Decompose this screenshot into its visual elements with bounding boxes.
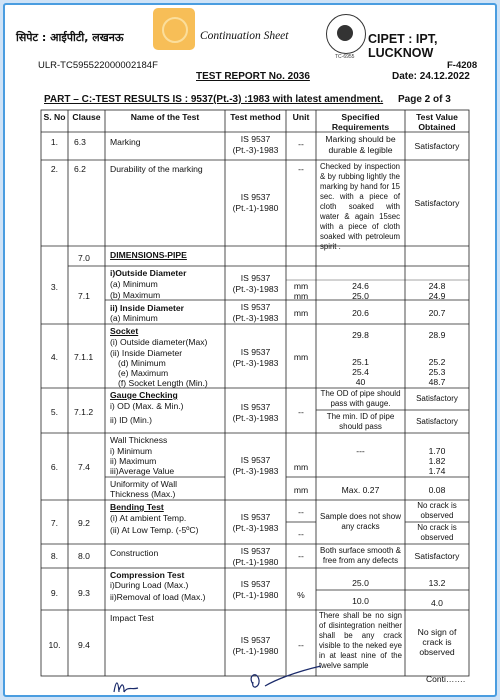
cell-sno: 3. — [50, 282, 59, 292]
cell-method-2: (Pt.-3)-1983 — [232, 284, 279, 294]
cell-unit: mm — [293, 291, 309, 301]
cell-unit: mm — [293, 308, 309, 318]
cell-method-1: IS 9537 — [240, 635, 271, 645]
cell-name: Impact Test — [110, 613, 154, 623]
cell-unit: mm — [293, 485, 309, 495]
gauge-title: Gauge Checking — [110, 390, 178, 400]
cell-spec: The min. ID of pipe should pass — [326, 412, 395, 431]
cell-value: 0.08 — [428, 485, 446, 495]
wall-line: iii)Average Value — [110, 466, 175, 476]
form-number: F-4208 — [447, 60, 478, 71]
bending-title: Bending Test — [110, 502, 164, 512]
cell-value: 25.2 — [428, 357, 446, 367]
socket-line: (f) Socket Length (Min.) — [118, 378, 208, 388]
col-header-unit: Unit — [292, 112, 310, 122]
socket-line: (i) Outside diameter(Max) — [110, 337, 208, 347]
cell-value: Satisfactory — [414, 198, 460, 208]
cell-value: No sign of crack is observed — [417, 627, 457, 657]
cell-value: Satisfactory — [414, 551, 460, 561]
cell-value: 48.7 — [428, 377, 446, 387]
cell-method-2: (Pt.-3)-1983 — [232, 466, 279, 476]
cell-method-1: IS 9537 — [240, 402, 271, 412]
wall-line: ii) Maximum — [110, 456, 157, 466]
cell-method-1: IS 9537 — [240, 455, 271, 465]
cell-method-1: IS 9537 — [240, 192, 271, 202]
cell-spec: 24.6 — [352, 281, 369, 291]
cell-method-2: (Pt.-1)-1980 — [232, 557, 279, 567]
cell-sno: 2. — [50, 164, 59, 174]
compression-title: Compression Test — [110, 570, 185, 580]
cell-value: 24.9 — [428, 291, 446, 301]
cell-spec: 25.0 — [352, 578, 369, 588]
cell-spec: Checked by inspection & by rubbing lightly the marking by hand for 15 sec. with a piece of cloth soaked with water & again 15sec with a piece of cloth soaked with petroleum spirit . — [320, 162, 400, 251]
cell-spec: 25.4 — [352, 367, 369, 377]
page-indicator: Page 2 of 3 — [398, 94, 451, 105]
cell-method-2: (Pt.-3)-1983 — [232, 145, 279, 155]
cell-unit: -- — [298, 139, 304, 149]
seal-code: TC-6955 — [335, 54, 355, 60]
id-min-label: (a) Minimum — [110, 313, 158, 323]
part-title: PART – C:-TEST RESULTS IS : 9537(Pt.-3) :1983 with latest amendment. — [44, 94, 384, 105]
od-min-label: (a) Minimum — [110, 279, 158, 289]
cell-unit: % — [297, 590, 305, 600]
cell-spec: --- — [356, 446, 365, 456]
compression-line: i)During Load (Max.) — [110, 580, 189, 590]
cell-clause: 9.4 — [78, 640, 90, 650]
report-date: Date: 24.12.2022 — [392, 71, 470, 82]
socket-title: Socket — [110, 326, 139, 336]
col-header-clause: Clause — [72, 112, 101, 122]
cell-clause: 6.2 — [74, 164, 86, 174]
cell-value: No crack is observed — [417, 501, 457, 520]
cell-method-2: (Pt.-3)-1983 — [232, 413, 279, 423]
bending-line: (i) At ambient Temp. — [110, 513, 187, 523]
col-header-spec: Specified Requirements — [331, 112, 390, 132]
cell-unit: -- — [298, 407, 304, 417]
cell-value: 1.74 — [428, 466, 446, 476]
cell-method-1: IS 9537 — [240, 302, 271, 312]
cell-spec: 25.0 — [352, 291, 369, 301]
cell-spec: Max. 0.27 — [341, 485, 380, 495]
cell-clause: 9.3 — [78, 588, 90, 598]
cell-value: 13.2 — [428, 578, 446, 588]
cell-clause: 7.1.2 — [74, 407, 94, 417]
cell-value: Satisfactory — [416, 417, 458, 426]
od-title: i)Outside Diameter — [110, 268, 187, 278]
cell-method-2: (Pt.-3)-1983 — [232, 358, 279, 368]
cell-clause: 8.0 — [78, 551, 90, 561]
cell-clause: 7.4 — [78, 462, 90, 472]
gauge-line: i) OD (Max. & Min.) — [110, 401, 184, 411]
cell-method-1: IS 9537 — [240, 273, 271, 283]
cell-method-1: IS 9537 — [240, 546, 271, 556]
cell-method-1: IS 9537 — [240, 579, 271, 589]
ulr-number: ULR-TC595522000002184F — [38, 60, 158, 71]
section-heading: DIMENSIONS-PIPE — [110, 250, 187, 260]
signature-mark — [112, 676, 142, 696]
cell-unit: -- — [298, 529, 304, 539]
wall-line: Thickness (Max.) — [110, 489, 176, 499]
cell-sno: 7. — [50, 518, 59, 528]
cell-spec-2: durable & legible — [328, 145, 393, 155]
cell-spec-1: Marking should be — [325, 134, 396, 144]
od-max-label: (b) Maximum — [110, 290, 161, 300]
col-header-name: Name of the Test — [130, 112, 200, 122]
cell-method-1: IS 9537 — [240, 134, 271, 144]
cell-unit: -- — [298, 507, 304, 517]
cell-method-2: (Pt.-1)-1980 — [232, 590, 279, 600]
col-header-method: Test method — [230, 112, 281, 122]
cell-unit: -- — [298, 164, 304, 174]
col-header-sno: S. No — [43, 112, 66, 122]
wall-title: Wall Thickness — [110, 435, 168, 445]
cell-value: 1.82 — [428, 456, 446, 466]
cell-unit: -- — [298, 551, 304, 561]
cell-sno: 6. — [50, 462, 59, 472]
cell-sno: 1. — [50, 137, 59, 147]
cell-value: 24.8 — [428, 281, 446, 291]
cell-spec: Sample does not show any cracks — [320, 512, 401, 531]
org-name: CIPET : IPT, LUCKNOW — [368, 32, 438, 60]
cell-method-2: (Pt.-3)-1983 — [232, 523, 279, 533]
cell-unit: mm — [293, 462, 309, 472]
cell-method-2: (Pt.-1)-1980 — [232, 203, 279, 213]
cell-sno: 8. — [50, 551, 59, 561]
cell-value: 1.70 — [428, 446, 446, 456]
cell-method-2: (Pt.-3)-1983 — [232, 313, 279, 323]
cell-clause: 7.0 — [78, 253, 90, 263]
cell-value: Satisfactory — [414, 141, 460, 151]
cell-clause: 7.1.1 — [74, 352, 94, 362]
wall-line: Uniformity of Wall — [110, 479, 178, 489]
cell-name: Durability of the marking — [110, 164, 203, 174]
cell-spec: There shall be no sign of disintegration neither shall be any crack visible to the neked eye in at least nine of the twelve sample — [319, 611, 402, 670]
cell-sno: 9. — [50, 588, 59, 598]
socket-line: (e) Maximum — [118, 368, 169, 378]
cell-value: 4.0 — [431, 598, 443, 608]
cell-spec: 10.0 — [352, 596, 369, 606]
cell-sno: 5. — [50, 407, 59, 417]
cell-method-1: IS 9537 — [240, 512, 271, 522]
id-title: ii) Inside Diameter — [110, 303, 185, 313]
cell-value: 25.3 — [428, 367, 446, 377]
signature-mark — [245, 662, 325, 696]
bending-line: (ii) At Low Temp. (-5ºC) — [110, 525, 199, 535]
cell-spec: 20.6 — [352, 308, 369, 318]
cell-value: Satisfactory — [416, 394, 458, 403]
socket-line: (d) Minimum — [118, 358, 166, 368]
cell-spec: Both surface smooth & free from any defects — [320, 546, 401, 565]
cell-value: 28.9 — [428, 330, 446, 340]
compression-line: ii)Removal of load (Max.) — [110, 592, 206, 602]
cell-spec: 40 — [355, 377, 366, 387]
cell-clause: 7.1 — [78, 291, 90, 301]
cell-spec: The OD of pipe should pass with gauge. — [320, 389, 401, 408]
cell-name: Marking — [110, 137, 141, 147]
col-header-value: Test Value Obtained — [416, 112, 458, 132]
cell-unit: mm — [293, 352, 309, 362]
cell-method-1: IS 9537 — [240, 347, 271, 357]
gauge-line: ii) ID (Min.) — [110, 415, 153, 425]
org-hindi-name: सिपेट : आईपीटी, लखनऊ — [16, 31, 124, 44]
continuation-sheet-label: Continuation Sheet — [200, 30, 289, 42]
test-report-number: TEST REPORT No. 2036 — [196, 71, 310, 82]
cell-value: 20.7 — [428, 308, 446, 318]
wall-line: i) Minimum — [110, 446, 153, 456]
cell-spec: 29.8 — [352, 330, 369, 340]
cell-spec: 25.1 — [352, 357, 369, 367]
cell-sno: 4. — [50, 352, 59, 362]
socket-line: (ii) Inside Diameter — [110, 348, 183, 358]
cell-sno: 10. — [48, 640, 61, 650]
cell-clause: 9.2 — [78, 518, 90, 528]
cell-method-2: (Pt.-1)-1980 — [232, 646, 279, 656]
cell-name: Construction — [110, 548, 159, 558]
cell-unit: mm — [293, 281, 309, 291]
cell-clause: 6.3 — [74, 137, 86, 147]
cell-unit: -- — [298, 640, 304, 650]
cell-value: No crack is observed — [417, 523, 457, 542]
continued-label: Conti……. — [426, 674, 466, 684]
